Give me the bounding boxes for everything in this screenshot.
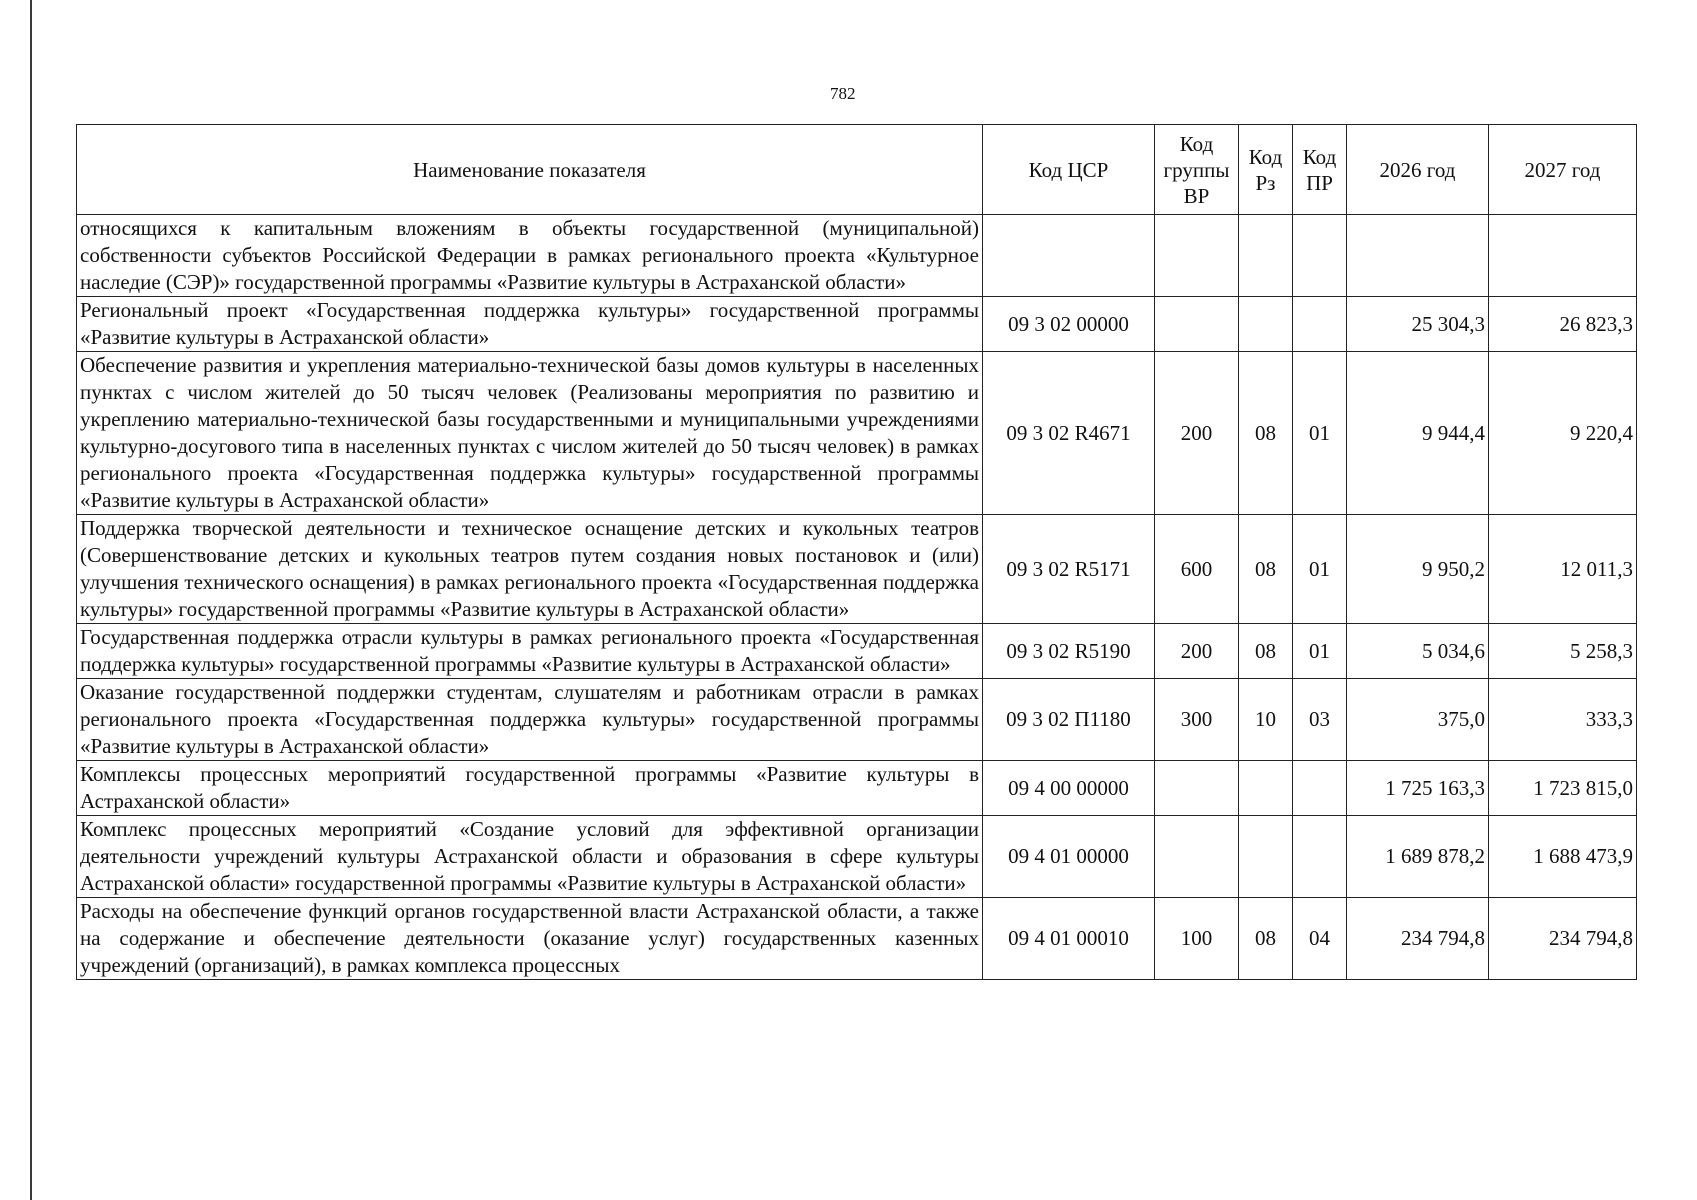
row-rz-code xyxy=(1239,761,1293,816)
row-amount-2026: 9 950,2 xyxy=(1347,515,1489,624)
row-amount-2026 xyxy=(1347,215,1489,297)
row-amount-2026: 25 304,3 xyxy=(1347,297,1489,352)
row-rz-code xyxy=(1239,297,1293,352)
header-csr-code: Код ЦСР xyxy=(983,125,1155,215)
table-row xyxy=(77,898,1637,980)
header-name: Наименование показателя xyxy=(77,125,983,215)
table-row xyxy=(77,761,1637,816)
row-name: Комплекс процессных мероприятий «Создание условий для эффективной организации деятельности учреждений культуры Астраханской области и образования в сфере культуры Астраханской области» государственной программы «Развитие культуры в Астраханской области» xyxy=(77,816,983,898)
row-amount-2027: 1 723 815,0 xyxy=(1489,761,1637,816)
table-row xyxy=(77,679,1637,761)
table-row xyxy=(77,816,1637,898)
row-vr-code: 200 xyxy=(1155,624,1239,679)
budget-table xyxy=(76,124,1637,980)
row-vr-code: 300 xyxy=(1155,679,1239,761)
row-pr-code: 01 xyxy=(1293,624,1347,679)
row-csr-code: 09 3 02 R4671 xyxy=(983,352,1155,515)
row-amount-2027: 5 258,3 xyxy=(1489,624,1637,679)
row-name: Государственная поддержка отрасли культуры в рамках регионального проекта «Государственная поддержка культуры» государственной программы «Развитие культуры в Астраханской области» xyxy=(77,624,983,679)
table-row xyxy=(77,624,1637,679)
header-rz-code: Код Рз xyxy=(1239,125,1293,215)
row-csr-code: 09 3 02 R5171 xyxy=(983,515,1155,624)
row-pr-code: 04 xyxy=(1293,898,1347,980)
row-name: Региональный проект «Государственная поддержка культуры» государственной программы «Развитие культуры в Астраханской области» xyxy=(77,297,983,352)
row-pr-code xyxy=(1293,761,1347,816)
header-vr-code: Код группы ВР xyxy=(1155,125,1239,215)
row-amount-2026: 375,0 xyxy=(1347,679,1489,761)
binding-margin-line xyxy=(30,0,32,1200)
row-vr-code: 200 xyxy=(1155,352,1239,515)
table-row xyxy=(77,352,1637,515)
row-csr-code: 09 3 02 00000 xyxy=(983,297,1155,352)
row-name: Оказание государственной поддержки студентам, слушателям и работникам отрасли в рамках регионального проекта «Государственная поддержка культуры» государственной программы «Развитие культуры в Астраханской области» xyxy=(77,679,983,761)
row-amount-2027: 333,3 xyxy=(1489,679,1637,761)
row-rz-code: 08 xyxy=(1239,515,1293,624)
row-rz-code: 10 xyxy=(1239,679,1293,761)
row-csr-code: 09 3 02 П1180 xyxy=(983,679,1155,761)
row-rz-code xyxy=(1239,215,1293,297)
row-amount-2027: 26 823,3 xyxy=(1489,297,1637,352)
row-pr-code xyxy=(1293,297,1347,352)
row-vr-code xyxy=(1155,816,1239,898)
row-name: Поддержка творческой деятельности и техническое оснащение детских и кукольных театров (Совершенствование детских и кукольных театров путем создания новых постановок и (или) улучшения технического оснащения) в рамках регионального проекта «Государственная поддержка культуры» государственной программы «Развитие культуры в Астраханской области» xyxy=(77,515,983,624)
row-csr-code: 09 4 01 00000 xyxy=(983,816,1155,898)
row-amount-2026: 5 034,6 xyxy=(1347,624,1489,679)
row-rz-code: 08 xyxy=(1239,352,1293,515)
row-amount-2026: 1 725 163,3 xyxy=(1347,761,1489,816)
page-number: 782 xyxy=(830,84,856,103)
row-amount-2026: 9 944,4 xyxy=(1347,352,1489,515)
row-csr-code: 09 3 02 R5190 xyxy=(983,624,1155,679)
row-vr-code xyxy=(1155,297,1239,352)
header-year-2026: 2026 год xyxy=(1347,125,1489,215)
row-rz-code: 08 xyxy=(1239,624,1293,679)
row-name: относящихся к капитальным вложениям в объекты государственной (муниципальной) собственности субъектов Российской Федерации в рамках регионального проекта «Культурное наследие (СЭР)» государственной программы «Развитие культуры в Астраханской области» xyxy=(77,215,983,297)
row-name: Комплексы процессных мероприятий государственной программы «Развитие культуры в Астраханской области» xyxy=(77,761,983,816)
row-pr-code xyxy=(1293,215,1347,297)
row-pr-code xyxy=(1293,816,1347,898)
row-name: Обеспечение развития и укрепления материально-технической базы домов культуры в населенных пунктах с числом жителей до 50 тысяч человек (Реализованы мероприятия по развитию и укреплению материально-технической базы государственными и муниципальными учреждениями культурно-досугового типа в населенных пунктах с числом жителей до 50 тысяч человек) в рамках регионального проекта «Государственная поддержка культуры» государственной программы «Развитие культуры в Астраханской области» xyxy=(77,352,983,515)
row-amount-2026: 1 689 878,2 xyxy=(1347,816,1489,898)
row-rz-code: 08 xyxy=(1239,898,1293,980)
table-header-row xyxy=(77,125,1637,215)
row-amount-2027 xyxy=(1489,215,1637,297)
header-pr-code: Код ПР xyxy=(1293,125,1347,215)
row-amount-2027: 1 688 473,9 xyxy=(1489,816,1637,898)
row-pr-code: 01 xyxy=(1293,352,1347,515)
table-row xyxy=(77,215,1637,297)
row-amount-2027: 234 794,8 xyxy=(1489,898,1637,980)
row-vr-code xyxy=(1155,761,1239,816)
row-csr-code xyxy=(983,215,1155,297)
row-vr-code: 600 xyxy=(1155,515,1239,624)
row-name: Расходы на обеспечение функций органов государственной власти Астраханской области, а также на содержание и обеспечение деятельности (оказание услуг) государственных казенных учреждений (организаций), в рамках комплекса процессных xyxy=(77,898,983,980)
row-pr-code: 03 xyxy=(1293,679,1347,761)
row-amount-2027: 9 220,4 xyxy=(1489,352,1637,515)
row-vr-code xyxy=(1155,215,1239,297)
row-vr-code: 100 xyxy=(1155,898,1239,980)
row-rz-code xyxy=(1239,816,1293,898)
row-amount-2027: 12 011,3 xyxy=(1489,515,1637,624)
row-amount-2026: 234 794,8 xyxy=(1347,898,1489,980)
table-row xyxy=(77,515,1637,624)
header-year-2027: 2027 год xyxy=(1489,125,1637,215)
row-pr-code: 01 xyxy=(1293,515,1347,624)
table-row xyxy=(77,297,1637,352)
row-csr-code: 09 4 01 00010 xyxy=(983,898,1155,980)
row-csr-code: 09 4 00 00000 xyxy=(983,761,1155,816)
